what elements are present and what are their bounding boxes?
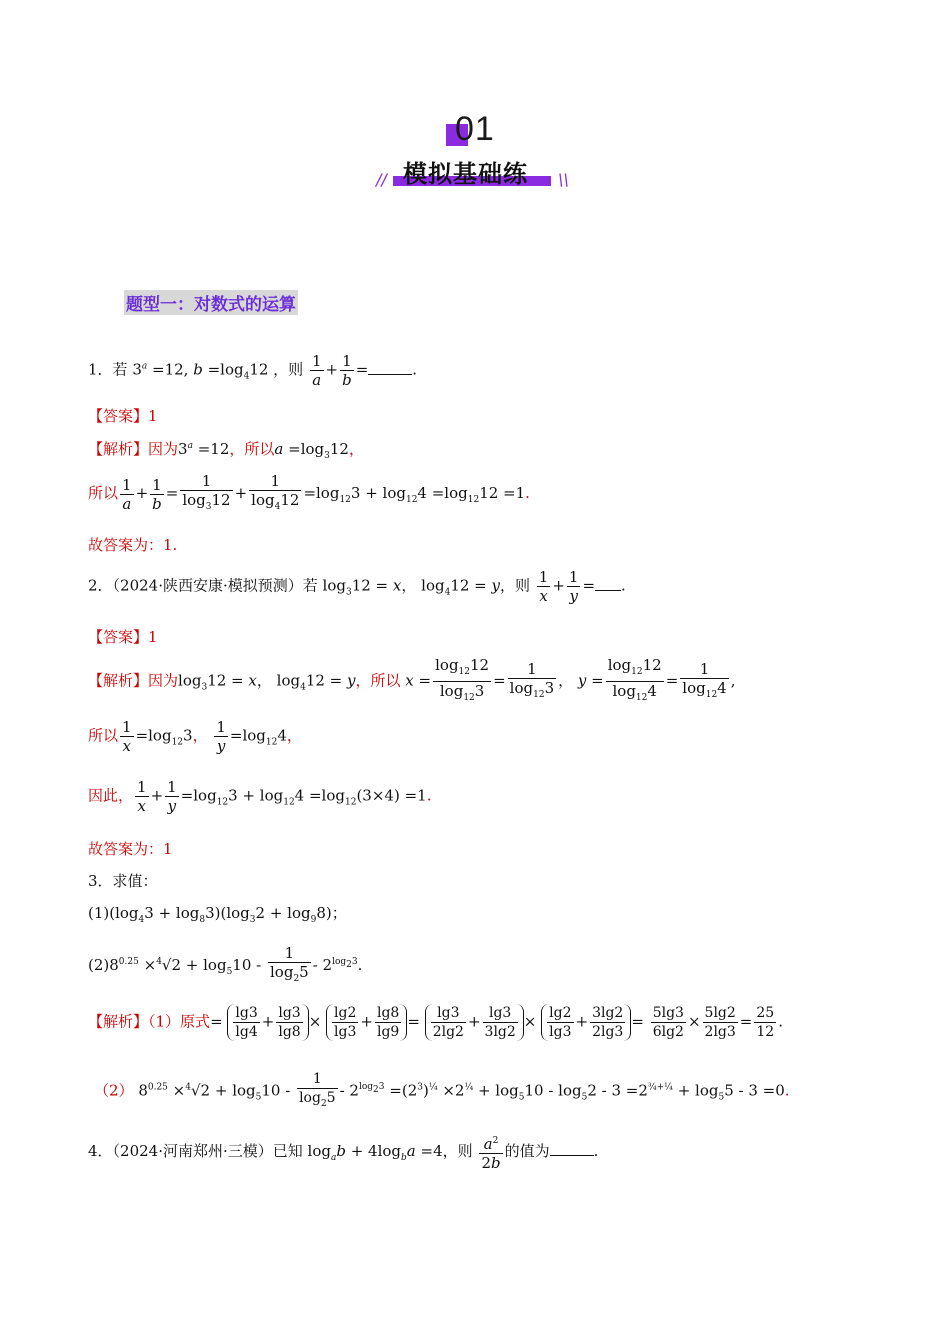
q3-solution-1: 【解析】（1）原式= $\frac{\lg 3}{\lg 4}$ + $\frac{\lg 3}{\lg 8}$ × $\frac{\lg 2}{\lg 3}$ + $\frac{\lg 8}{\lg 9}$ = $\frac{\lg 3}{2\lg 2}$ + $\frac{\lg 3}{3\lg 2}$ × $\frac{\lg 2}{\lg 3}$ + $\frac{3\lg 2}{2\lg 3}$ = $\frac{5\lg 3}{6\lg 2}$ × $\frac{5\lg 2}{2\lg 3}$ = $\frac{25}{12}$ . [88,1005,783,1040]
q2-analysis-line-3: 因此， $\frac{1}{x}$ + $\frac{1}{y}$ $=\log_{12}3 + \log_{12}4 =\log_{12}(3\times 4) =1$. [88,778,432,815]
page-title: 模拟基础练 [403,160,528,188]
answer-label: 【答案】 [88,407,149,425]
left-decoration: // [376,170,387,189]
q2-final: 故答案为：1 [88,840,173,858]
q1-answer-value: 1 [148,407,158,425]
q2-analysis-line-1: 【解析】因为$\log_312 = x$， $\log_412 = y$，所以 x = $\frac{\log_{12}12}{\log_{12}3}$ = $\frac{1}{\log_{12}3}$ ， y = $\frac{\log_{12}12}{\log_{12}4}$ = $\frac{1}{\log_{12}4}$ , [88,656,736,703]
question-2: 2．（2024·陕西安康·模拟预测）若 $\log_312 = x$， $\log_412 = y$，则 $\frac{1}{x}$ + $\frac{1}{y}$ = . [88,568,626,605]
q3-number: 3．求值： [88,872,158,890]
q2-answer: 【答案】1 [88,628,158,646]
q4-number: 4．（2024·河南郑州·三模）已知 [88,1142,303,1160]
q2-number: 2．（2024·陕西安康·模拟预测）若 [88,576,318,595]
q3-part-2: $(2)8^{0.25} \times^4√2 + \log_510$ - $\frac{1}{\log_25}$ - $2^{log_23}$. [88,944,363,984]
question-3 [88,870,158,891]
q1-final: 故答案为：1. [88,536,178,554]
analysis-label: 【解析】 [88,440,149,458]
q1-number: 1．若 [88,360,128,379]
q2-analysis-line-2: 所以 $\frac{1}{x}$ $=\log_{12}3$， $\frac{1}{y}$ $=\log_{12}4$， [88,718,302,755]
q1-final-value: 1. [163,536,178,554]
question-4: 4．（2024·河南郑州·三模）已知 $\log_ab + 4\log_ba =4$，则 $\frac{a^2}{2b}$ 的值为 . [88,1132,598,1172]
right-decoration: \\ [558,170,569,189]
q3-solution-2: （2） $8^{0.25} \times^4√2 + \log_510$ - $\frac{1}{\log_25}$ - $2^{log_23} =(2^3)^{\frac{1}{4}} \times 2^{\frac{1}{4}} + \log_510 - \log_52 - 3 =2^{\frac{3}{4}+\frac{1}{4}} + \log_55 - 3 =0$. [94,1071,790,1109]
q1-analysis-line-1: 【解析】因为$3^a =12$，所以$a =\log_312$， [88,440,364,461]
q2-answer-value: 1 [148,628,158,646]
section-heading: 题型一：对数式的运算 [124,290,298,315]
question-1: 1．若 $3^a =12$, $b =\log_412$ ，则 $\frac{1}{a}$ + $\frac{1}{b}$ = . [88,352,418,389]
q3-part-1: $(1)(\log_43 + \log_83)(\log_32 + \log_98)$； [88,904,347,925]
q1-answer [88,405,158,426]
chapter-number: 01 [455,110,495,148]
q1-analysis-line-2: 所以 $\frac{1}{a}$ + $\frac{1}{b}$ = $\frac{1}{\log_312}$ + $\frac{1}{\log_412}$ $=\log_{12}3 + \log_{12}4 =\log_{12}12 =1$. [88,472,530,513]
q2-final-value: 1 [163,840,173,858]
